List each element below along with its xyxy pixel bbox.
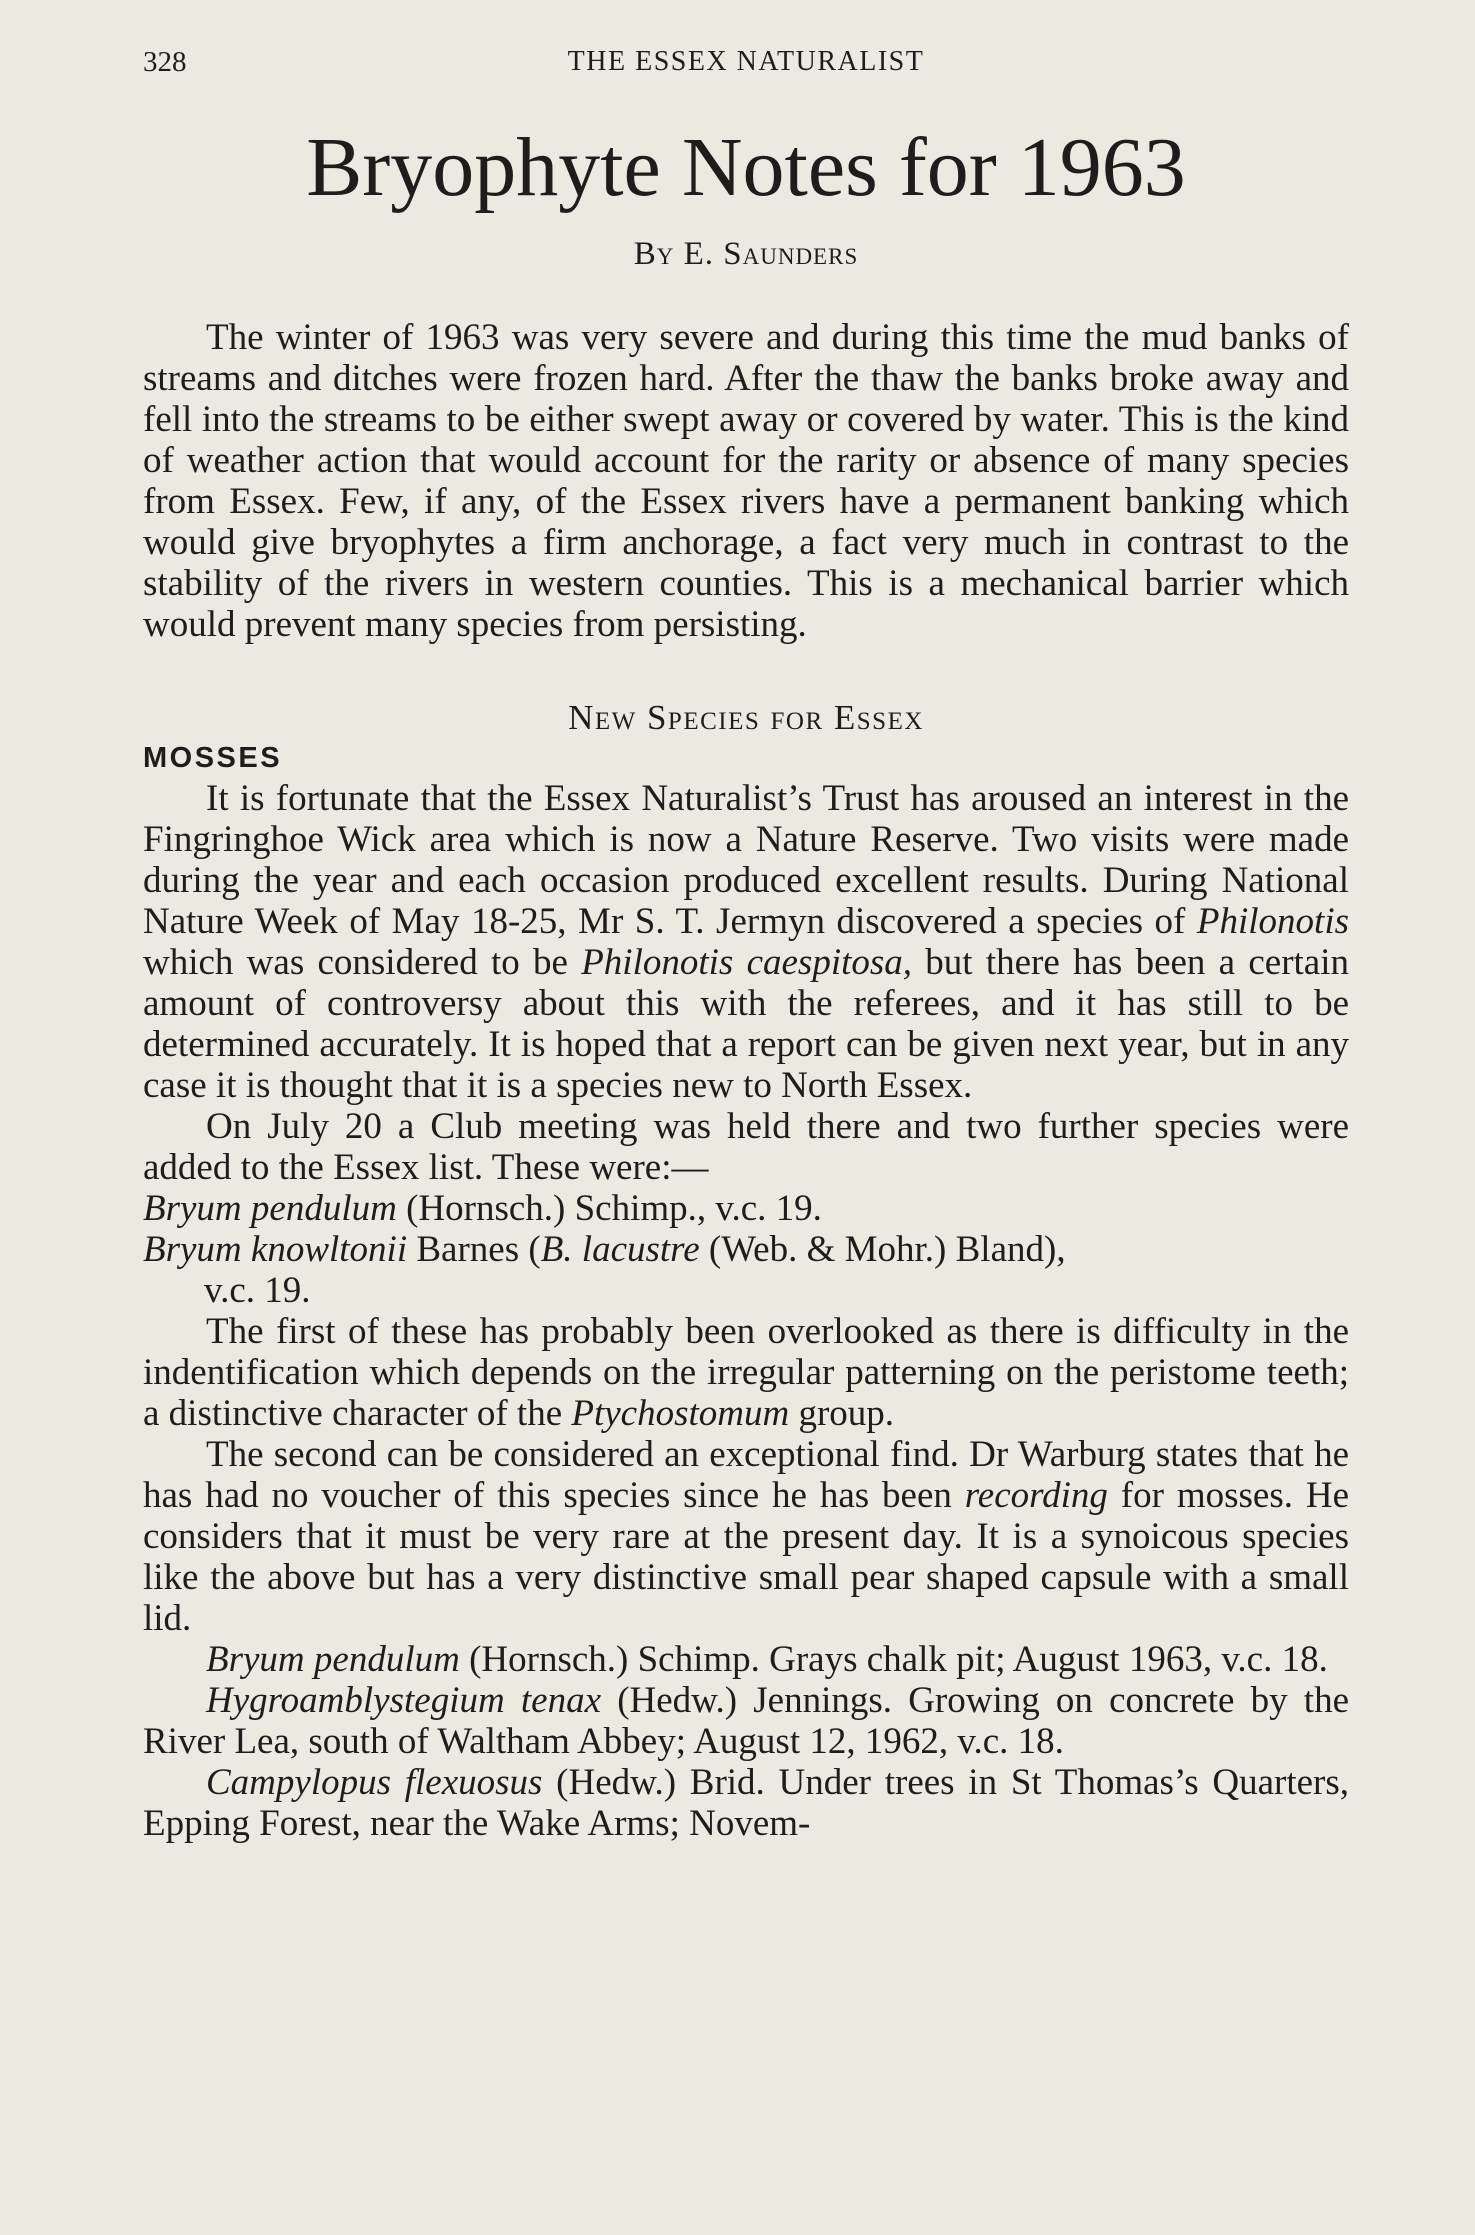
text-run: (Hornsch.) Schimp. Grays chalk pit; August 1963, v.c. 18. — [459, 1639, 1328, 1680]
species-list-item — [143, 1188, 1349, 1229]
taxon-name: Ptychostomum — [571, 1393, 790, 1434]
taxon-name: Bryum pendulum — [143, 1188, 397, 1229]
subheading-mosses: MOSSES — [143, 742, 283, 774]
text-run: but there has been a certain amount of controversy about this with the referees, and it has still to be determined accurately. It is hoped that a report can be given next year, but in any case it is thought that it is a species new to North Essex. — [143, 942, 1350, 1106]
text-run: The first of these has probably been overlooked as there is difficulty in the indentification which depends on the irregular patterning on the peristome teeth; a distinctive character of the — [143, 1311, 1349, 1434]
taxon-name: Campylopus flexuosus — [206, 1762, 543, 1803]
taxon-name: Philonotis — [1196, 901, 1349, 942]
running-title: THE ESSEX NATURALIST — [567, 46, 925, 77]
record-entry — [143, 1762, 1349, 1844]
text-run: (Hedw.) Brid. Under trees in St Thomas’s Quarters, Epping Forest, near the Wake Arms; Novem- — [143, 1762, 1349, 1844]
paragraph-first-species — [143, 1311, 1349, 1434]
paragraph-club-meeting: On July 20 a Club meeting was held there and two further species were added to the Essex list. These were:— — [143, 1106, 1349, 1188]
taxon-name: Hygroamblystegium tenax — [206, 1680, 602, 1721]
taxon-synonym: B. lacustre — [540, 1229, 700, 1270]
taxon-name: Philonotis caespitosa, — [581, 942, 913, 983]
text-run: The second can be considered an exceptional find. Dr Warburg states that he has had no voucher of this species since he has been — [143, 1434, 1349, 1516]
paragraph-fingringhoe — [143, 778, 1349, 1106]
record-entry — [143, 1680, 1349, 1762]
text-run: for mosses. He considers that it must be very rare at the present day. It is a synoicous species like the above but has a very distinctive small pear shaped capsule with a small lid. — [143, 1475, 1349, 1639]
intro-paragraph: The winter of 1963 was very severe and during this time the mud banks of streams and ditches were frozen hard. After the thaw the banks broke away and fell into the streams to be either swept away or covered by water. This is the kind of weather action that would account for the rarity or absence of many species from Essex. Few, if any, of the Essex rivers have a permanent banking which would give bryophytes a firm anchorage, a fact very much in contrast to the stability of the rivers in western counties. This is a mechanical barrier which would prevent many species from persisting. — [143, 317, 1349, 645]
text-run: group. — [789, 1393, 895, 1434]
text-run: It is fortunate that the Essex Naturalist’s Trust has aroused an interest in the Fingringhoe Wick area which is now a Nature Reserve. Two visits were made during the year and each occasion produced excellent results. During National Nature Week of May 18-25, Mr S. T. Jermyn discovered a species of — [143, 778, 1349, 942]
text-run: (Hornsch.) Schimp., v.c. 19. — [396, 1188, 822, 1229]
text-run: which was considered to be — [143, 942, 582, 983]
running-header — [143, 46, 1349, 86]
record-entry — [143, 1639, 1349, 1680]
species-list-item — [143, 1229, 1349, 1311]
paragraph-second-species — [143, 1434, 1349, 1639]
text-continuation: v.c. 19. — [204, 1270, 311, 1311]
taxon-name: Bryum knowltonii — [143, 1229, 408, 1270]
text-run: (Web. & Mohr.) Bland), — [699, 1229, 1066, 1270]
text-run: Barnes ( — [407, 1229, 541, 1270]
byline: By E. Saunders — [633, 236, 859, 272]
page-number: 328 — [143, 46, 187, 78]
article-title: Bryophyte Notes for 1963 — [306, 121, 1186, 214]
emphasis: recording — [964, 1475, 1108, 1516]
text-run: (Hedw.) Jennings. Growing on concrete by the River Lea, south of Waltham Abbey; August 12, 1962, v.c. 18. — [143, 1680, 1349, 1762]
taxon-name: Bryum pendulum — [206, 1639, 460, 1680]
section-heading: New Species for Essex — [568, 698, 924, 737]
article-body — [143, 317, 1349, 1844]
